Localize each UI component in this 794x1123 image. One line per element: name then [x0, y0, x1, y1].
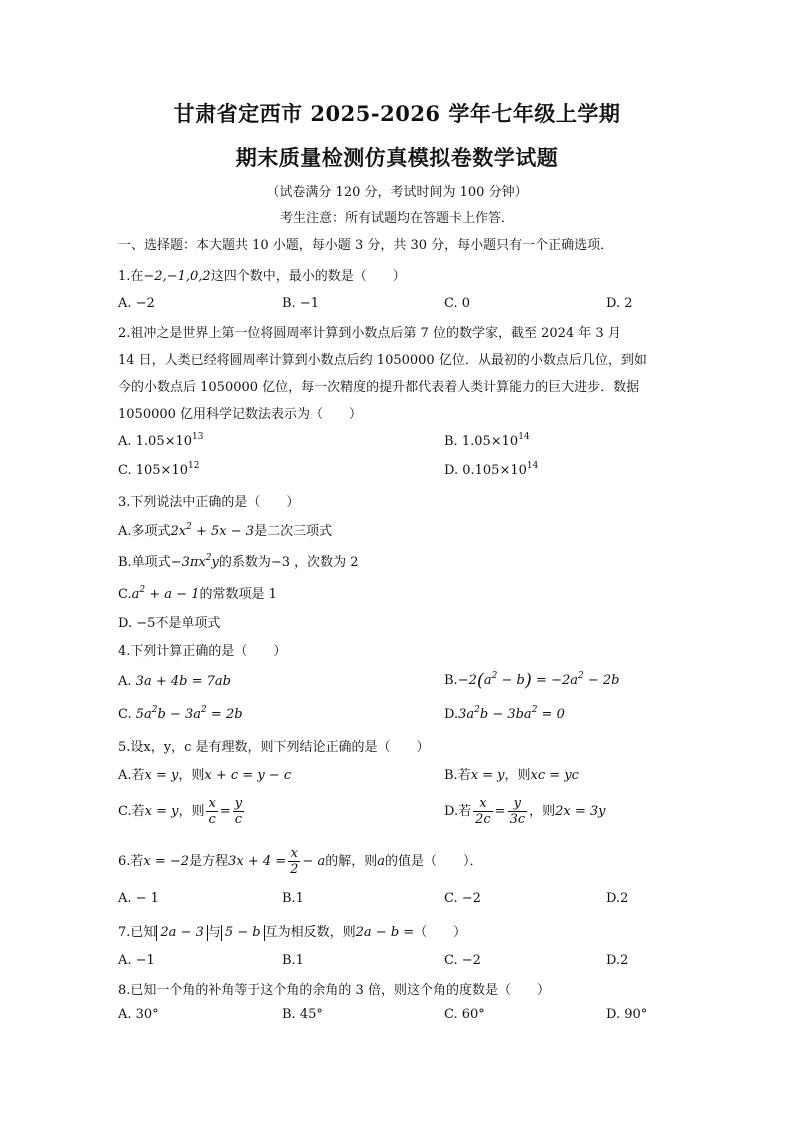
q3-option-d: D. −5不是单项式 — [118, 616, 221, 631]
exam-notice: 考生注意：所有试题均在答题卡上作答． — [279, 211, 514, 226]
question-5-stem: 5.设x，y，c 是有理数，则下列结论正确的是（ ） — [118, 740, 430, 755]
q3-option-a: A.多项式$2x^2 + 5x - 3$是二次三项式 — [118, 522, 333, 539]
q2-option-a: A. $1.05\times 10^{13}$ — [118, 432, 204, 449]
q6-option-d: D.2 — [606, 891, 629, 906]
q1-option-c: C. 0 — [444, 296, 471, 311]
q8-option-a: A. 30° — [118, 1007, 159, 1022]
q1-option-b: B. −1 — [282, 296, 319, 311]
q4-option-d: $D.3a^2b - 3ba^2 = 0$ — [444, 705, 565, 722]
q1-option-d: D. 2 — [606, 296, 633, 311]
exam-info: （试卷满分 120 分，考试时间为 100 分钟） — [266, 185, 528, 200]
question-4-stem: 4.下列计算正确的是（ ） — [118, 644, 287, 659]
question-2-line-2: 14 日，人类已经将圆周率计算到小数点后约 1050000 亿位．从最初的小数点后几位，到如 — [118, 353, 647, 368]
q1-option-a: A. −2 — [118, 296, 155, 311]
question-8-stem: 8.已知一个角的补角等于这个角的余角的 3 倍，则这个角的度数是（ ） — [118, 983, 550, 998]
q4-option-a: A. 3a + 4b = 7ab — [118, 674, 231, 689]
q4-option-c: C. $5a^2b - 3a^2 = 2b$ — [118, 705, 243, 722]
q4-option-b: $B.-2(a^2 - b) = -2a^2 - 2b$ — [444, 670, 620, 691]
q7-option-a: A. −1 — [118, 953, 155, 968]
q7-option-b: B.1 — [282, 953, 304, 968]
q8-option-b: B. 45° — [282, 1007, 323, 1022]
title-line-2: 期末质量检测仿真模拟卷数学试题 — [235, 145, 559, 170]
q6-option-a: A. − 1 — [118, 891, 159, 906]
question-6-stem: 6.若x = −2是方程3x + 4 = $\frac{x}{2}$ − a的解，则a的值是（ ）． — [118, 846, 483, 877]
q7-option-c: C. −2 — [444, 953, 481, 968]
q2-option-c: C. $105\times 10^{12}$ — [118, 461, 200, 478]
q6-option-c: C. −2 — [444, 891, 481, 906]
question-3-stem: 3.下列说法中正确的是（ ） — [118, 495, 300, 510]
q8-option-d: D. 90° — [606, 1007, 648, 1022]
q2-option-d: D. $0.105\times 10^{14}$ — [444, 461, 539, 478]
q6-option-b: B.1 — [282, 891, 304, 906]
question-2-line-3: 今的小数点后 1050000 亿位，每一次精度的提升都代表着人类计算能力的巨大进步．数据 — [118, 380, 640, 395]
title-line-1: 甘肃省定西市 2025-2026 学年七年级上学期 — [173, 101, 621, 126]
section-1-heading: 一、选择题：本大题共 10 小题，每小题 3 分，共 30 分，每小题只有一个正确选项． — [118, 238, 614, 253]
q3-option-c: $C.a^2 + a - 1$的常数项是 1 — [118, 585, 277, 602]
question-1-stem: 1.在−2,−1,0,2这四个数中，最小的数是（ ） — [118, 269, 406, 284]
q5-option-b: B.若x = y，则xc = yc — [444, 768, 579, 783]
q2-option-b: B. $1.05\times 10^{14}$ — [444, 432, 530, 449]
q8-option-c: C. 60° — [444, 1007, 485, 1022]
q3-option-b: B.单项式$-3\pi x^2y$的系数为−3 ，次数为 2 — [118, 553, 359, 570]
q5-option-d: D.若 $\frac{x}{2c}$ = $\frac{y}{3c}$ ，则2x = 3y — [444, 796, 606, 827]
question-2-line-1: 2.祖冲之是世界上第一位将圆周率计算到小数点后第 7 位的数学家，截至 2024 年 3 月 — [118, 326, 621, 341]
q5-option-a: A.若x = y，则x + c = y − c — [118, 768, 292, 783]
q7-option-d: D.2 — [606, 953, 629, 968]
question-7-stem: 7.已知 2a − 3 与 5 − b 互为相反数，则2a − b =（ ） — [118, 925, 467, 940]
q1-number-list: −2,−1,0,2 — [143, 269, 211, 284]
q5-option-c: C.若x = y，则 $\frac{x}{c}$ = $\frac{y}{c}$ — [118, 796, 243, 827]
question-2-line-4: 1050000 亿用科学记数法表示为（ ） — [118, 407, 363, 422]
